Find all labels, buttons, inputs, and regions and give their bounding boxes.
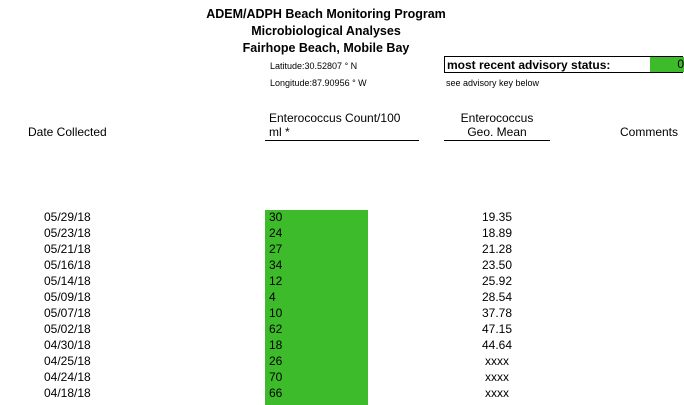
geo-mean-cell: xxxx	[485, 354, 509, 368]
beach-title: Fairhope Beach, Mobile Bay	[242, 41, 410, 55]
date-cell: 05/29/18	[44, 210, 91, 224]
program-title: ADEM/ADPH Beach Monitoring Program	[206, 7, 446, 21]
count-cell: 30	[269, 210, 283, 224]
table-row	[0, 385, 683, 401]
longitude-label: Longitude:87.90956 ° W	[270, 78, 367, 88]
date-cell: 05/07/18	[44, 306, 91, 320]
count-cell: 12	[269, 274, 283, 288]
date-cell: 05/16/18	[44, 258, 91, 272]
date-cell: 04/25/18	[44, 354, 91, 368]
geo-mean-cell: 19.35	[481, 210, 513, 224]
geo-mean-cell: 28.54	[481, 290, 513, 304]
advisory-note: see advisory key below	[446, 78, 540, 88]
advisory-status-label: most recent advisory status:	[447, 58, 611, 72]
count-column-header-line2: ml *	[269, 125, 290, 139]
comments-column-header: Comments	[620, 125, 679, 139]
count-cell: 66	[269, 386, 283, 400]
geo-column-header-line1: Enterococcus	[460, 111, 534, 125]
geo-mean-cell: 47.15	[481, 322, 513, 336]
analysis-title: Microbiological Analyses	[251, 24, 401, 38]
latitude-label: Latitude:30.52807 ° N	[270, 61, 358, 71]
table-row	[0, 289, 683, 305]
count-cell: 34	[269, 258, 283, 272]
count-cell: 24	[269, 226, 283, 240]
advisory-status-value: 0	[650, 57, 684, 72]
count-cell: 26	[269, 354, 283, 368]
date-cell: 04/30/18	[44, 338, 91, 352]
date-cell: 05/02/18	[44, 322, 91, 336]
table-row	[0, 209, 683, 225]
geo-column-header-line2: Geo. Mean	[467, 125, 527, 139]
count-cell: 27	[269, 242, 283, 256]
date-cell: 05/14/18	[44, 274, 91, 288]
geo-mean-cell: xxxx	[485, 386, 509, 400]
count-header-rule	[265, 140, 419, 141]
table-row	[0, 273, 683, 289]
table-row	[0, 305, 683, 321]
count-cell: 70	[269, 370, 283, 384]
geo-mean-cell: 37.78	[481, 306, 513, 320]
count-cell: 10	[269, 306, 283, 320]
geo-mean-cell: 21.28	[481, 242, 513, 256]
table-row	[0, 353, 683, 369]
geo-header-rule	[444, 140, 550, 141]
table-row	[0, 369, 683, 385]
table-row	[0, 225, 683, 241]
date-cell: 04/24/18	[44, 370, 91, 384]
geo-mean-cell: 25.92	[481, 274, 513, 288]
advisory-status-box	[444, 56, 683, 73]
geo-mean-cell: 18.89	[481, 226, 513, 240]
date-cell: 04/18/18	[44, 386, 91, 400]
table-row	[0, 241, 683, 257]
date-column-header: Date Collected	[28, 125, 107, 139]
date-cell: 05/09/18	[44, 290, 91, 304]
table-row	[0, 257, 683, 273]
table-row	[0, 337, 683, 353]
geo-mean-cell: 44.64	[481, 338, 513, 352]
geo-mean-cell: xxxx	[485, 370, 509, 384]
date-cell: 05/23/18	[44, 226, 91, 240]
date-cell: 05/21/18	[44, 242, 91, 256]
geo-mean-cell: 23.50	[481, 258, 513, 272]
count-cell: 4	[269, 290, 276, 304]
count-column-header-line1: Enterococcus Count/100	[269, 111, 401, 125]
count-cell: 62	[269, 322, 283, 336]
count-cell: 18	[269, 338, 283, 352]
table-row	[0, 321, 683, 337]
